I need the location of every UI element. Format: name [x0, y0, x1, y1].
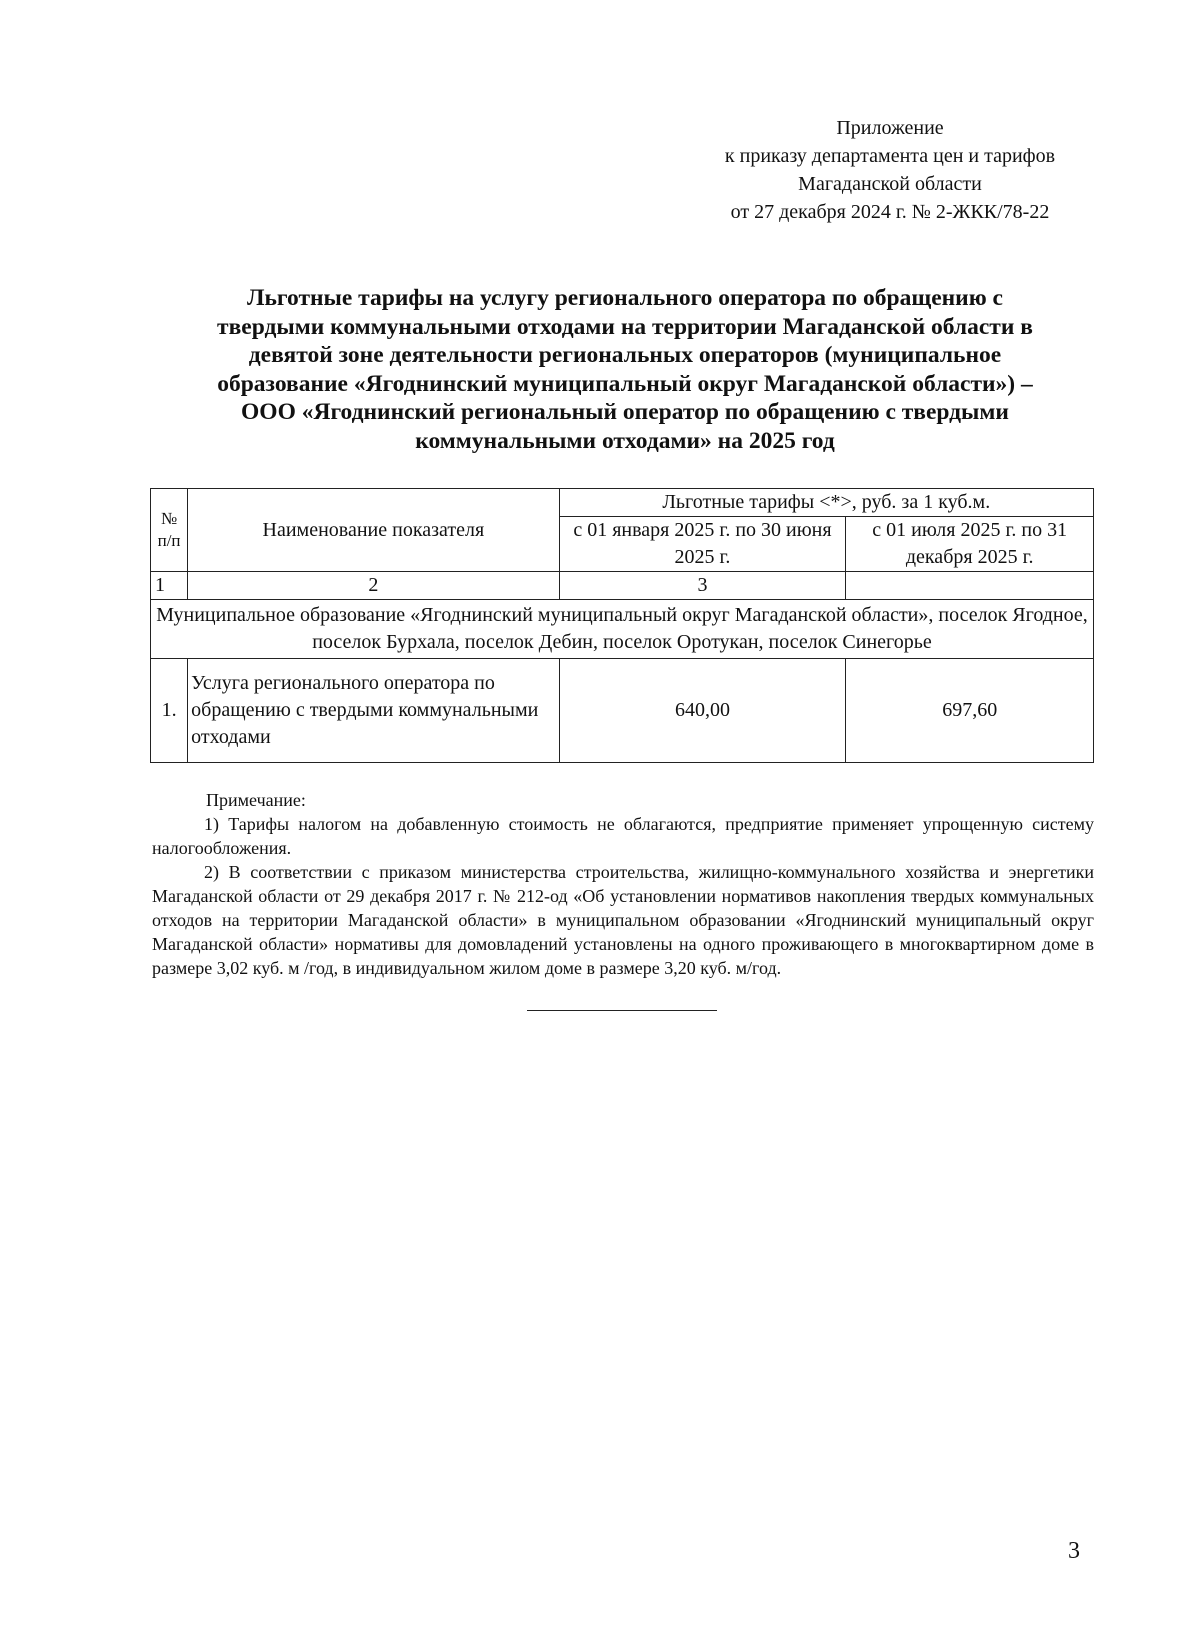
- appendix-line: Приложение: [836, 117, 944, 139]
- title-line: ООО «Ягоднинский региональный оператор по обращению с твердыми: [241, 399, 1009, 425]
- notes-section: [152, 788, 1094, 980]
- row-value-period-2: 697,60: [846, 659, 1094, 763]
- municipality-cell: Муниципальное образование «Ягоднинский муниципальный округ Магаданской области», поселок Ягодное, поселок Бурхала, поселок Дебин, поселок Оротукан, поселок Синегорье: [151, 600, 1094, 659]
- header-period-2: с 01 июля 2025 г. по 31 декабря 2025 г.: [846, 517, 1094, 572]
- index-cell: 1: [151, 572, 188, 600]
- appendix-line: к приказу департамента цен и тарифов: [724, 145, 1056, 167]
- header-period-1: с 01 января 2025 г. по 30 июня 2025 г.: [559, 517, 846, 572]
- note-item: 1) Тарифы налогом на добавленную стоимость не облагаются, предприятие применяет упрощенную систему налогообложения.: [152, 814, 1094, 858]
- header-num: № п/п: [151, 489, 188, 572]
- row-num: 1.: [151, 659, 188, 763]
- end-divider: [527, 1010, 717, 1011]
- title-line: коммунальными отходами» на 2025 год: [415, 427, 835, 454]
- page-number: 3: [1068, 1538, 1080, 1564]
- notes-heading: Примечание:: [206, 790, 306, 810]
- municipality-row: [151, 600, 1094, 659]
- title-line: Льготные тарифы на услугу регионального оператора по обращению с: [246, 285, 1003, 311]
- index-cell: 2: [188, 572, 559, 600]
- table-row: [151, 659, 1094, 763]
- title-line: твердыми коммунальными отходами на территории Магаданской области в: [217, 313, 1033, 340]
- index-cell: [846, 572, 1094, 600]
- appendix-line: от 27 декабря 2024 г. № 2-ЖКК/78-22: [730, 201, 1050, 223]
- header-name: Наименование показателя: [188, 489, 559, 572]
- note-item: 2) В соответствии с приказом министерства строительства, жилищно-коммунального хозяйства и энергетики Магаданской области от 29 декабря 2017 г. № 212-од «Об установлении нормативов накопления твердых коммунальных отходов на территории Магаданской области» в муниципальном образовании «Ягоднинский муниципальный округ Магаданской области» нормативы для домовладений установлены на одного проживающего в многоквартирном доме в размере 3,02 куб. м /год, в индивидуальном жилом доме в размере 3,20 куб. м/год.: [152, 862, 1094, 978]
- row-value-period-1: 640,00: [559, 659, 846, 763]
- title-line: образование «Ягоднинский муниципальный округ Магаданской области») –: [217, 370, 1033, 397]
- title-line: девятой зоне деятельности региональных операторов (муниципальное: [248, 342, 1002, 368]
- table-index-row: [151, 572, 1094, 600]
- document-title: [150, 284, 1100, 455]
- header-tariff-group: Льготные тарифы <*>, руб. за 1 куб.м.: [559, 489, 1093, 517]
- row-name: Услуга регионального оператора по обращению с твердыми коммунальными отходами: [188, 659, 559, 763]
- tariff-table: [150, 488, 1094, 763]
- index-cell: 3: [559, 572, 846, 600]
- table-header-row: [151, 489, 1094, 517]
- appendix-line: Магаданской области: [798, 173, 982, 195]
- appendix-header: [690, 114, 1090, 226]
